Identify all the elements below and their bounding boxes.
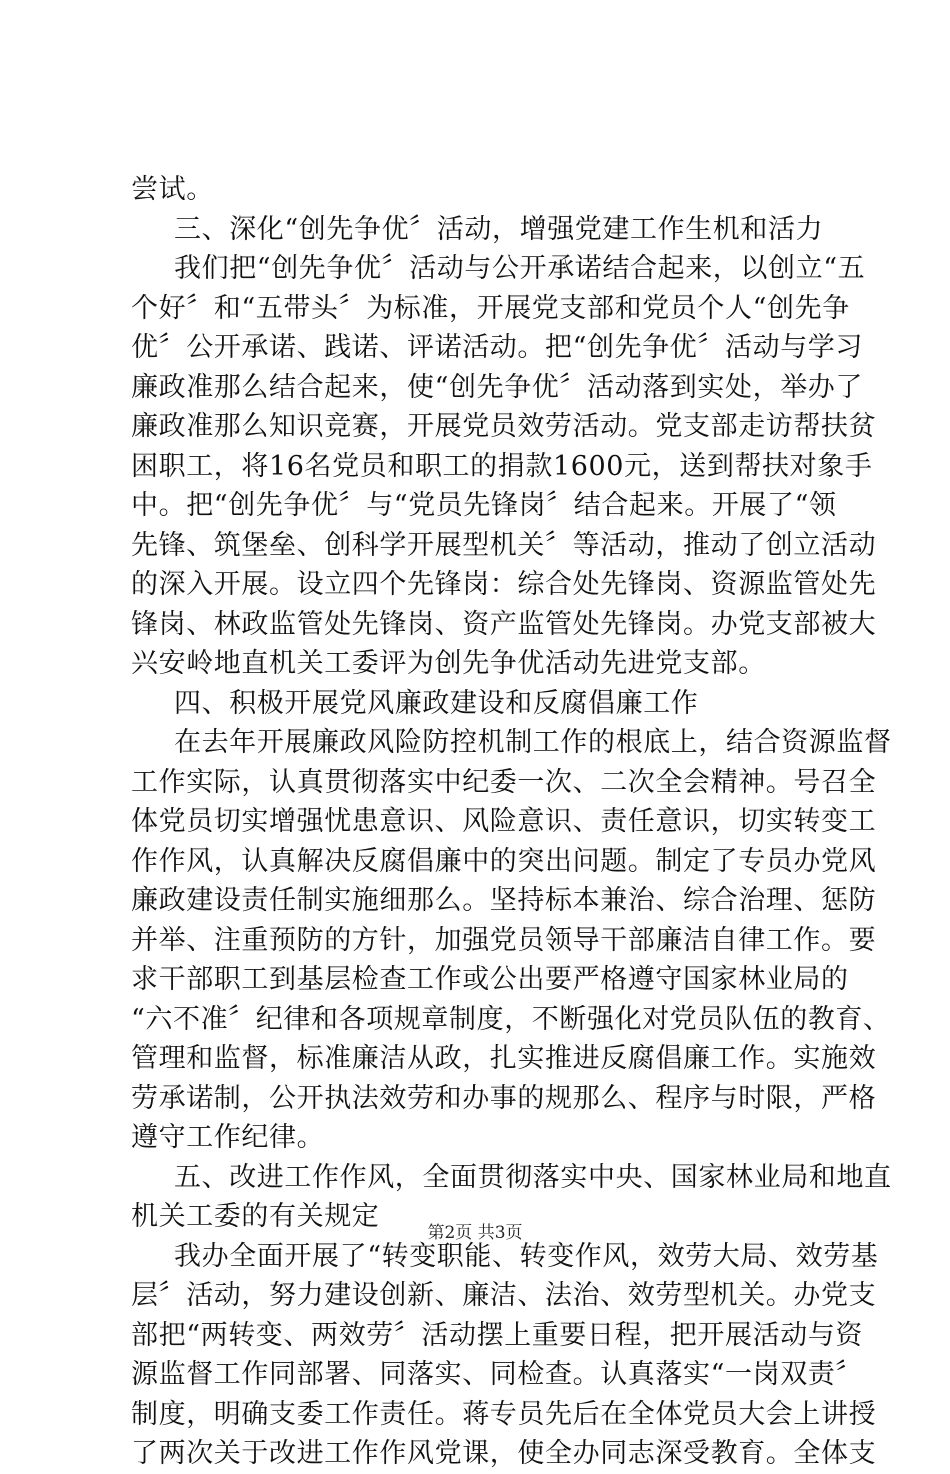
- text-line: 优〞公开承诺、践诺、评诺活动。把“创先争优〞活动与学习: [131, 332, 864, 363]
- text-line: 了两次关于改进工作作风党课，使全办同志深受教育。全体支: [131, 1438, 877, 1469]
- text-line: 层〞活动，努力建设创新、廉洁、法治、效劳型机关。办党支: [131, 1280, 877, 1311]
- text-line: “六不准〞纪律和各项规章制度，不断强化对党员队伍的教育、: [131, 1003, 891, 1035]
- section-heading-5: 五、改进工作作风，全面贯彻落实中央、国家林业局和地直: [174, 1161, 892, 1193]
- text-line: 的深入开展。设立四个先锋岗：综合处先锋岗、资源监管处先: [131, 569, 877, 600]
- text-line: 作作风，认真解决反腐倡廉中的突出问题。制定了专员办党风: [131, 845, 877, 877]
- text-line: 先锋、筑堡垒、创科学开展型机关〞等活动，推动了创立活动: [131, 529, 877, 561]
- text-line: 并举、注重预防的方针，加强党员领导干部廉洁自律工作。要: [131, 924, 877, 956]
- text-line: 管理和监督，标准廉洁从政，扎实推进反腐倡廉工作。实施效: [131, 1043, 877, 1074]
- text-line: 在去年开展廉政风险防控机制工作的根底上，结合资源监督: [174, 727, 892, 758]
- section-heading-5-cont: 机关工委的有关规定: [131, 1201, 380, 1232]
- text-line: 尝试。: [131, 174, 214, 205]
- text-line: 我们把“创先争优〞活动与公开承诺结合起来，以创立“五: [174, 253, 866, 284]
- document-body: [131, 170, 892, 1474]
- text-line: 求干部职工到基层检查工作或公出要严格遵守国家林业局的: [131, 964, 849, 995]
- text-line: 遵守工作纪律。: [131, 1122, 325, 1153]
- text-line: 廉政建设责任制实施细那么。坚持标本兼治、综合治理、惩防: [131, 885, 877, 916]
- text-line: 制度，明确支委工作责任。蒋专员先后在全体党员大会上讲授: [131, 1398, 877, 1430]
- text-line: 锋岗、林政监管处先锋岗、资产监管处先锋岗。办党支部被大: [131, 608, 877, 640]
- text-line: 部把“两转变、两效劳〞活动摆上重要日程，把开展活动与资: [131, 1319, 864, 1351]
- text-line: 我办全面开展了“转变职能、转变作风，效劳大局、效劳基: [174, 1240, 879, 1272]
- text-line: 廉政准那么知识竞赛，开展党员效劳活动。党支部走访帮扶贫: [131, 411, 877, 442]
- text-line: 个好〞和“五带头〞为标准，开展党支部和党员个人“创先争: [131, 292, 850, 324]
- section-heading-3: 三、深化“创先争优〞活动，增强党建工作生机和活力: [174, 213, 824, 245]
- text-line: 廉政准那么结合起来，使“创先争优〞活动落到实处，举办了: [131, 371, 864, 403]
- text-line: 困职工，将16名党员和职工的捐款1600元，送到帮扶对象手: [131, 450, 873, 482]
- text-line: 源监督工作同部署、同落实、同检查。认真落实“一岗双责〞: [131, 1359, 864, 1390]
- text-line: 工作实际，认真贯彻落实中纪委一次、二次全会精神。号召全: [131, 766, 877, 798]
- section-heading-4: 四、积极开展党风廉政建设和反腐倡廉工作: [174, 687, 699, 719]
- page-number-footer: 第2页 共3页: [427, 1223, 523, 1243]
- text-line: 劳承诺制，公开执法效劳和办事的规那么、程序与时限，严格: [131, 1082, 877, 1114]
- text-line: 兴安岭地直机关工委评为创先争优活动先进党支部。: [131, 648, 766, 679]
- text-line: 体党员切实增强忧患意识、风险意识、责任意识，切实转变工: [131, 806, 877, 837]
- text-line: 中。把“创先争优〞与“党员先锋岗〞结合起来。开展了“领: [131, 490, 837, 521]
